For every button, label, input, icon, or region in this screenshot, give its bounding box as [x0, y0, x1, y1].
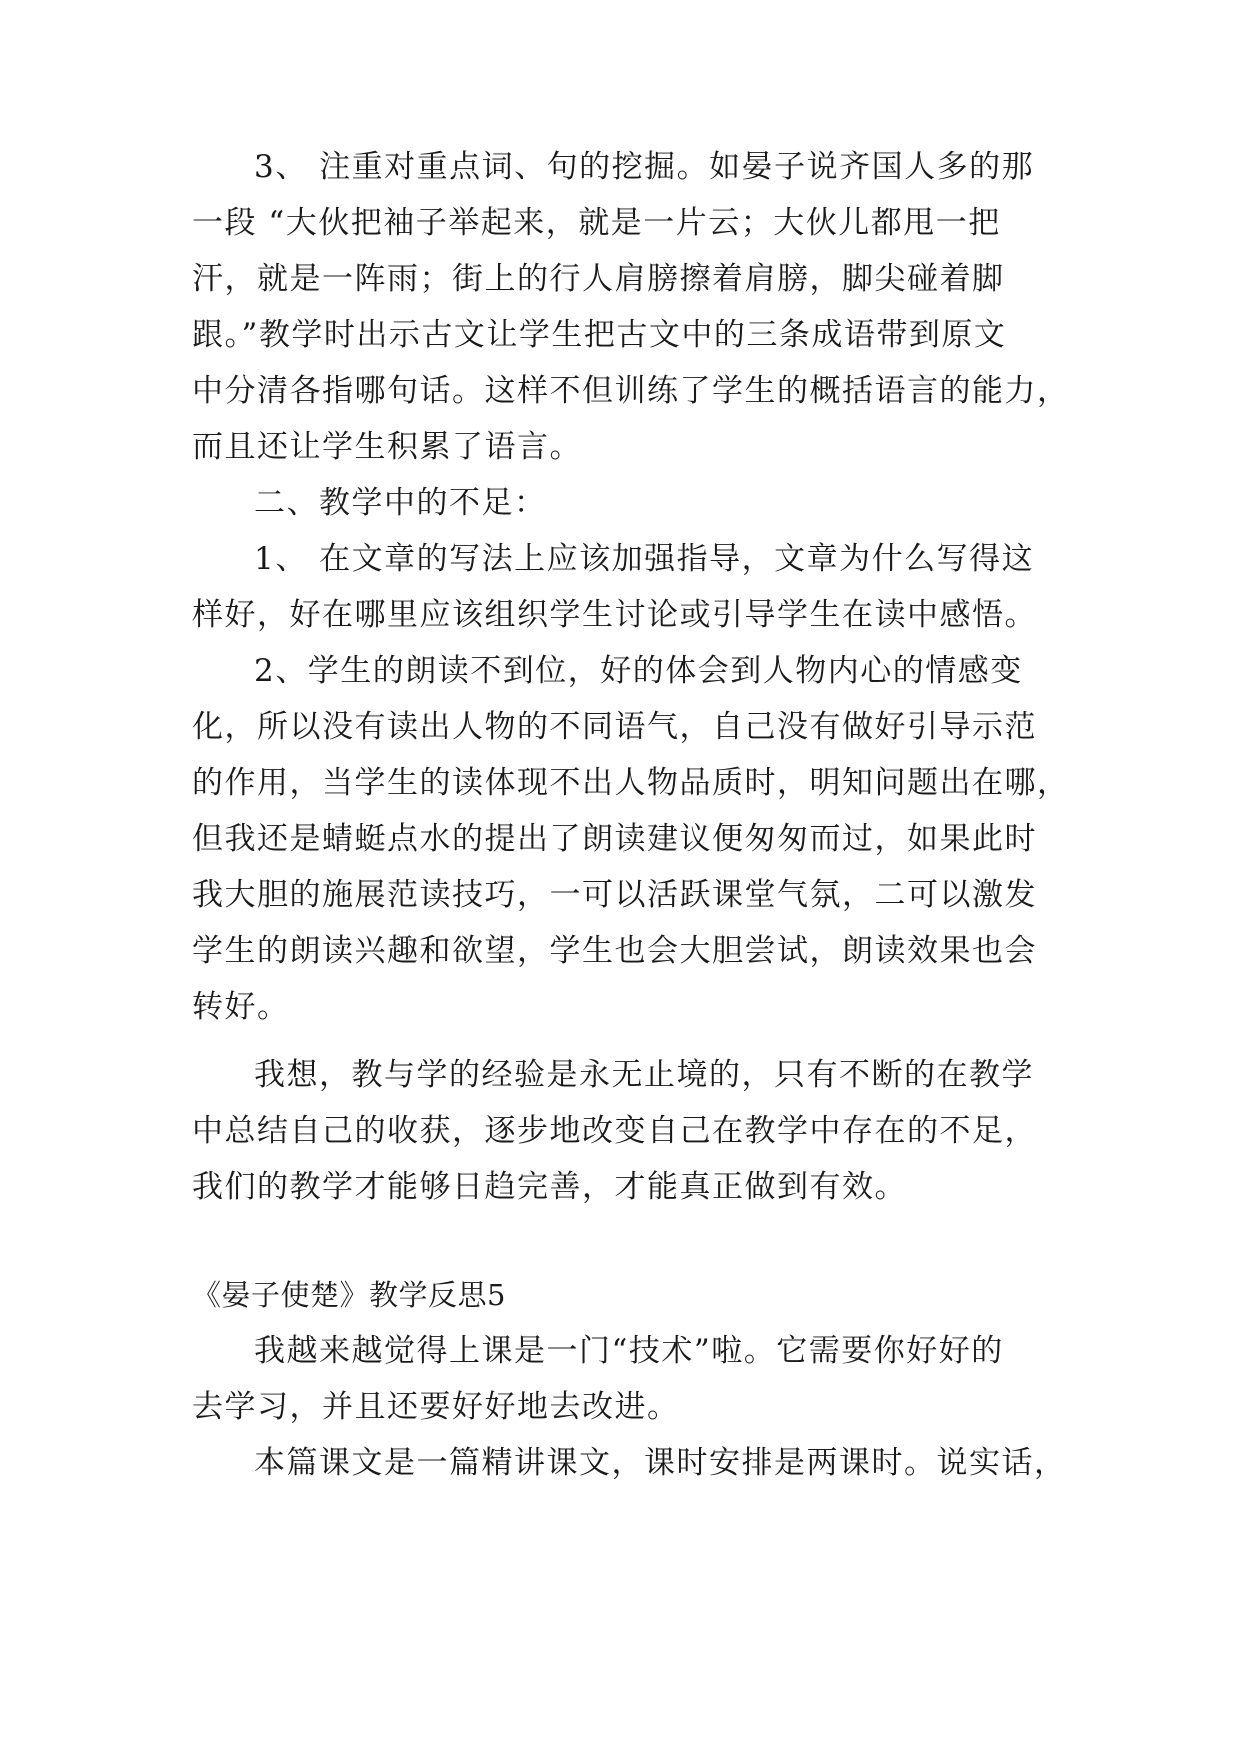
- paragraph-line: 一段 “大伙把袖子举起来，就是一片云；大伙儿都甩一把: [192, 205, 1001, 241]
- paragraph-line: 转好。: [192, 989, 290, 1025]
- paragraph-line: 汗，就是一阵雨；街上的行人肩膀擦着肩膀，脚尖碰着脚: [192, 261, 1005, 297]
- paragraph-line: 跟。”教学时出示古文让学生把古文中的三条成语带到原文: [192, 317, 1007, 353]
- paragraph-line: 学生的朗读兴趣和欲望，学生也会大胆尝试，朗读效果也会: [192, 933, 1037, 969]
- paragraph-line: 中分清各指哪句话。这样不但训练了学生的概括语言的能力，: [192, 373, 1070, 409]
- paragraph-line: 2、学生的朗读不到位，好的体会到人物内心的情感变: [254, 653, 1023, 689]
- paragraph-line: 1、 在文章的写法上应该加强指导，文章为什么写得这: [254, 541, 1035, 577]
- section-heading: 二、教学中的不足：: [254, 485, 547, 521]
- paragraph-line: 我们的教学才能够日趋完善，才能真正做到有效。: [192, 1169, 907, 1205]
- paragraph-line: 中总结自己的收获，逐步地改变自己在教学中存在的不足，: [192, 1113, 1037, 1149]
- paragraph-line: 化，所以没有读出人物的不同语气，自己没有做好引导示范: [192, 709, 1037, 745]
- paragraph-line: 3、 注重对重点词、句的挖掘。如晏子说齐国人多的那: [254, 149, 1035, 185]
- paragraph-line: 我想，教与学的经验是永无止境的，只有不断的在教学: [254, 1057, 1034, 1093]
- paragraph-line: 我大胆的施展范读技巧，一可以活跃课堂气氛，二可以激发: [192, 877, 1037, 913]
- article-title: 《晏子使楚》教学反思5: [192, 1278, 506, 1312]
- paragraph-line: 样好，好在哪里应该组织学生讨论或引导学生在读中感悟。: [192, 597, 1037, 633]
- paragraph-line: 的作用，当学生的读体现不出人物品质时，明知问题出在哪，: [192, 765, 1070, 801]
- paragraph-line: 本篇课文是一篇精讲课文，课时安排是两课时。说实话，: [254, 1445, 1067, 1481]
- paragraph-line: 去学习，并且还要好好地去改进。: [192, 1389, 680, 1425]
- paragraph-line: 但我还是蜻蜓点水的提出了朗读建议便匆匆而过，如果此时: [192, 821, 1037, 857]
- paragraph-line: 而且还让学生积累了语言。: [192, 429, 582, 465]
- paragraph-line: 我越来越觉得上课是一门“技术”啦。它需要你好好的: [254, 1333, 1004, 1369]
